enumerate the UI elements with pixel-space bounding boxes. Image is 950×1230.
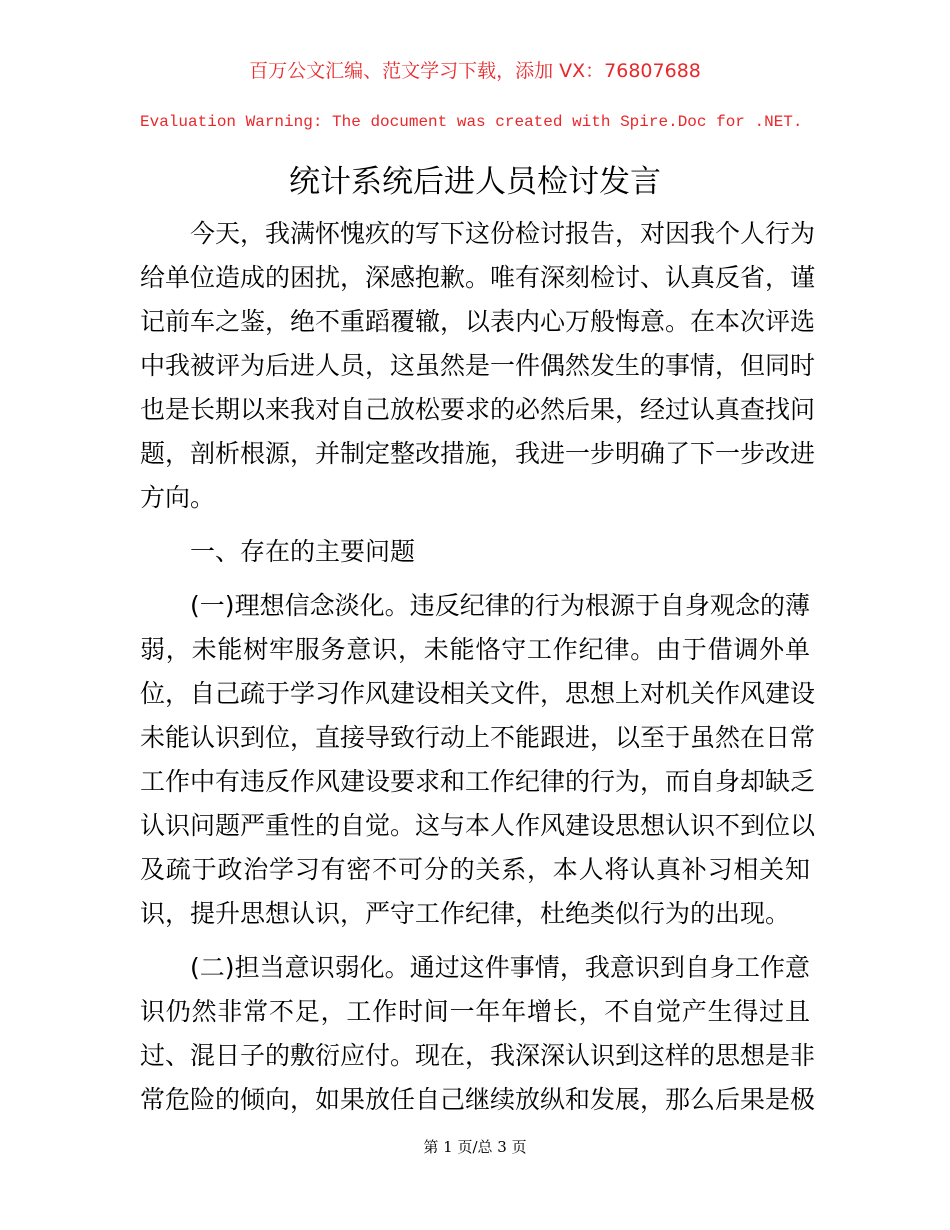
evaluation-warning: Evaluation Warning: The document was created with Spire.Doc for .NET. xyxy=(140,113,803,131)
text-line: 未能认识到位，直接导致行动上不能跟进，以至于虽然在日常 xyxy=(140,723,816,752)
text-line: 中我被评为后进人员，这虽然是一件偶然发生的事情，但同时 xyxy=(140,351,816,380)
paragraph xyxy=(140,584,816,936)
text-line: 及疏于政治学习有密不可分的关系，本人将认真补习相关知 xyxy=(140,855,810,884)
paragraph xyxy=(140,946,816,1122)
document-body xyxy=(140,212,816,1122)
header-banner: 百万公文汇编、范文学习下载，添加 VX：76807688 xyxy=(249,60,701,82)
text-line: 题，剖析根源，并制定整改措施，我进一步明确了下一步改进 xyxy=(140,439,816,468)
paragraph-gap xyxy=(140,574,810,584)
text-line: 记前车之鉴，绝不重蹈覆辙，以表内心万般悔意。在本次评选 xyxy=(140,307,816,336)
page-footer: 第 1 页/总 3 页 xyxy=(423,1138,527,1156)
text-line: 弱，未能树牢服务意识，未能恪守工作纪律。由于借调外单 xyxy=(140,635,810,664)
text-line: 给单位造成的困扰，深感抱歉。唯有深刻检讨、认真反省，谨 xyxy=(140,263,816,292)
text-line: 今天，我满怀愧疚的写下这份检讨报告，对因我个人行为 xyxy=(190,219,816,248)
paragraph-gap xyxy=(140,936,810,946)
text-line: 过、混日子的敷衍应付。现在，我深深认识到这样的思想是非 xyxy=(140,1041,816,1070)
text-line: (一)理想信念淡化。违反纪律的行为根源于自身观念的薄 xyxy=(190,591,810,620)
paragraph xyxy=(140,530,810,574)
text-line: 常危险的倾向，如果放任自己继续放纵和发展，那么后果是极 xyxy=(140,1085,816,1114)
paragraph-gap xyxy=(140,520,810,530)
paragraph xyxy=(140,212,816,520)
text-line: 位，自己疏于学习作风建设相关文件，思想上对机关作风建设 xyxy=(140,679,816,708)
text-line: 也是长期以来我对自己放松要求的必然后果，经过认真查找问 xyxy=(140,395,816,424)
text-line: 工作中有违反作风建设要求和工作纪律的行为，而自身却缺乏 xyxy=(140,767,816,796)
text-line: 识，提升思想认识，严守工作纪律，杜绝类似行为的出现。 xyxy=(140,899,791,928)
document-title: 统计系统后进人员检讨发言 xyxy=(289,164,661,200)
text-line: 方向。 xyxy=(140,483,216,512)
text-line: (二)担当意识弱化。通过这件事情，我意识到自身工作意 xyxy=(190,953,810,982)
text-line: 认识问题严重性的自觉。这与本人作风建设思想认识不到位以 xyxy=(140,811,816,840)
text-line: 一、存在的主要问题 xyxy=(190,537,416,566)
text-line: 识仍然非常不足，工作时间一年年增长，不自觉产生得过且 xyxy=(140,997,810,1026)
